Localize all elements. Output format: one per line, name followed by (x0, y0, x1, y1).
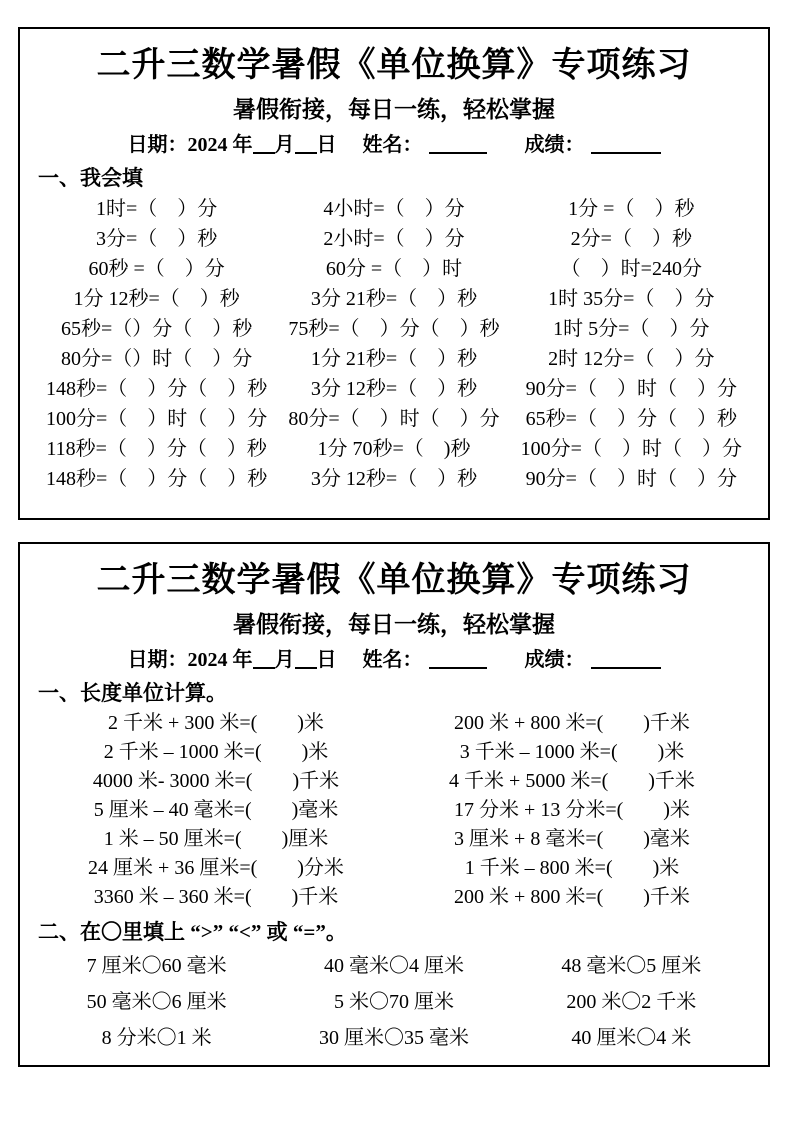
problem-cell: 5 厘米 – 40 毫米=( )毫米 (93, 799, 339, 821)
problem-cell: 100分=（ ）时（ ）分 (46, 408, 268, 430)
section-heading-compare: 二、在〇里填上 “>” “<” 或 “=”。 (38, 920, 347, 944)
problem-cell: （ ）时=240分 (560, 258, 702, 280)
problem-cell: 3分 21秒=（ ）秒 (310, 288, 478, 310)
problem-cell: 1时 35分=（ ）分 (548, 288, 715, 310)
problem-cell: 1时 5分=（ ）分 (553, 318, 710, 340)
problem-cell: 3 千米 – 1000 米=( )米 (459, 741, 685, 763)
problem-cell: 100分=（ ）时（ ）分 (520, 438, 742, 460)
problem-cell: 3分=（ ）秒 (96, 228, 218, 250)
name-blank (429, 650, 487, 669)
problem-cell: 24 厘米 + 36 厘米=( )分米 (88, 857, 344, 879)
problem-cell: 50 毫米〇6 厘米 (86, 991, 227, 1013)
month-blank (253, 650, 275, 669)
worksheet-page-2 (18, 542, 770, 1067)
day-label: 日 (316, 649, 337, 671)
problem-cell: 1分 70秒=（ )秒 (317, 438, 471, 460)
problem-cell: 40 毫米〇4 厘米 (323, 955, 464, 977)
problem-cell: 200 米 + 800 米=( )千米 (454, 712, 690, 734)
problem-cell: 90分=（ ）时（ ）分 (525, 378, 737, 400)
day-label: 日 (316, 134, 337, 156)
problem-cell: 60分 =（ ）时 (325, 258, 463, 280)
day-blank (295, 650, 317, 669)
date-line (20, 647, 768, 673)
problem-cell: 65秒=（）分（ ）秒 (61, 318, 253, 340)
name-blank (429, 135, 487, 154)
date-label: 日期：2024 年 (127, 649, 253, 671)
problem-cell: 4 千米 + 5000 米=( )千米 (449, 770, 695, 792)
problem-cell: 2时 12分=（ ）分 (548, 348, 715, 370)
problem-cell: 148秒=（ ）分（ ）秒 (46, 378, 268, 400)
page-title: 二升三数学暑假《单位换算》专项练习 (96, 562, 692, 599)
date-label: 日期：2024 年 (127, 134, 253, 156)
problem-cell: 90分=（ ）时（ ）分 (525, 468, 737, 490)
problem-cell: 4000 米- 3000 米=( )千米 (92, 770, 340, 792)
problem-cell: 40 厘米〇4 米 (571, 1027, 692, 1049)
problem-cell: 4小时=（ ）分 (323, 198, 465, 220)
problem-cell: 3分 12秒=（ ）秒 (310, 468, 478, 490)
problem-cell: 3分 12秒=（ ）秒 (310, 378, 478, 400)
score-label: 成绩： (524, 134, 585, 156)
name-label: 姓名： (362, 649, 423, 671)
problem-cell: 60秒 =（ ）分 (88, 258, 225, 280)
month-label: 月 (274, 649, 295, 671)
month-blank (253, 135, 275, 154)
problem-cell: 148秒=（ ）分（ ）秒 (46, 468, 268, 490)
name-label: 姓名： (362, 134, 423, 156)
problem-cell: 2 千米 – 1000 米=( )米 (103, 741, 329, 763)
problem-cell: 1分 =（ ）秒 (568, 198, 695, 220)
page-subtitle: 暑假衔接，每日一练，轻松掌握 (233, 97, 555, 122)
problem-cell: 7 厘米〇60 毫米 (86, 955, 227, 977)
page-subtitle: 暑假衔接，每日一练，轻松掌握 (233, 612, 555, 637)
problem-cell: 2小时=（ ）分 (323, 228, 465, 250)
problem-cell: 17 分米 + 13 分米=( )米 (454, 799, 690, 821)
problem-cell: 1分 12秒=（ ）秒 (73, 288, 240, 310)
score-label: 成绩： (524, 649, 585, 671)
problem-cell: 200 米 + 800 米=( )千米 (454, 886, 690, 908)
problem-cell: 75秒=（ ）分（ ）秒 (288, 318, 500, 340)
day-blank (295, 135, 317, 154)
problem-cell: 2分=（ ）秒 (570, 228, 692, 250)
problem-cell: 2 千米 + 300 米=( )米 (108, 712, 324, 734)
problem-cell: 1分 21秒=（ ）秒 (310, 348, 478, 370)
month-label: 月 (274, 134, 295, 156)
problem-grid-time (38, 194, 750, 494)
date-line (20, 132, 768, 158)
problem-cell: 65秒=（ ）分（ ）秒 (525, 408, 737, 430)
problem-cell: 3 厘米 + 8 毫米=( )毫米 (454, 828, 690, 850)
problem-cell: 80分=（ ）时（ ）分 (288, 408, 500, 430)
worksheet-page-1 (18, 27, 770, 520)
score-blank (591, 135, 661, 154)
section-heading-length: 一、长度单位计算。 (38, 681, 227, 705)
section-heading-fill: 一、我会填 (38, 166, 143, 190)
problem-cell: 1时=（ ）分 (96, 198, 218, 220)
problem-cell: 1 千米 – 800 米=( )米 (464, 857, 680, 879)
problem-cell: 48 毫米〇5 厘米 (561, 955, 702, 977)
problem-cell: 118秒=（ ）分（ ）秒 (46, 438, 267, 460)
problem-cell: 1 米 – 50 厘米=( )厘米 (103, 828, 329, 850)
problem-grid-length (38, 709, 750, 912)
problem-cell: 200 米〇2 千米 (566, 991, 697, 1013)
problem-cell: 3360 米 – 360 米=( )千米 (93, 886, 339, 908)
page-title: 二升三数学暑假《单位换算》专项练习 (96, 47, 692, 84)
problem-cell: 80分=（）时（ ）分 (61, 348, 253, 370)
problem-cell: 8 分米〇1 米 (101, 1027, 212, 1049)
score-blank (591, 650, 661, 669)
problem-cell: 30 厘米〇35 毫米 (318, 1027, 469, 1049)
problem-grid-compare (38, 948, 750, 1056)
problem-cell: 5 米〇70 厘米 (333, 991, 454, 1013)
